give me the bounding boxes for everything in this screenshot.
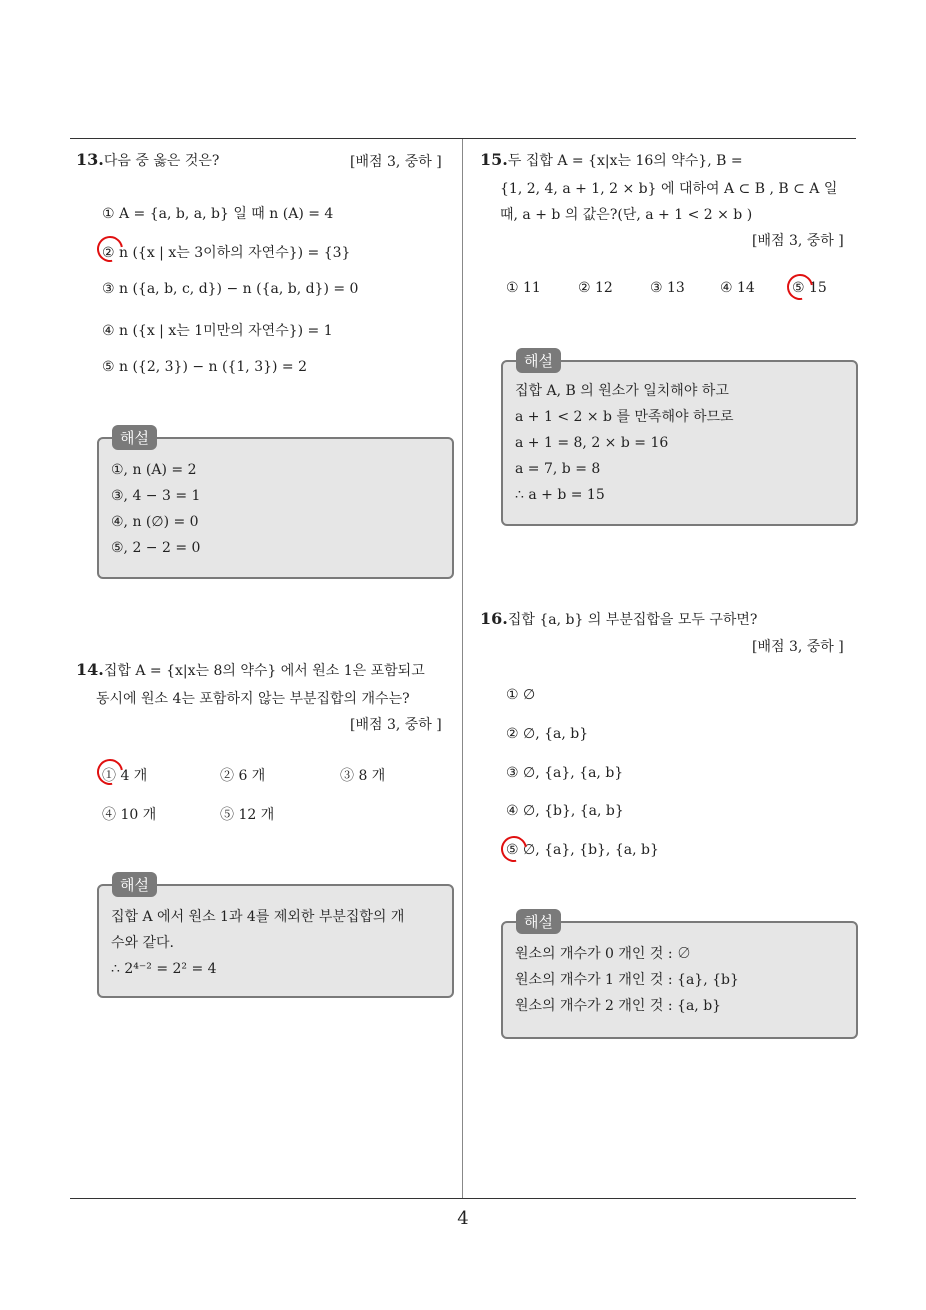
q14-solution-line: 집합 A 에서 원소 1과 4를 제외한 부분집합의 개 <box>111 909 405 925</box>
q14-title-line1 <box>76 660 425 680</box>
q16-meta: [배점 3, 중하 ] <box>752 639 844 655</box>
q15-text-line2: {1, 2, 4, a + 1, 2 × b} 에 대하여 A ⊂ B , B ⊂ A 일 <box>500 181 838 197</box>
q14-text-line2: 동시에 원소 4는 포함하지 않는 부분집합의 개수는? <box>96 691 410 707</box>
q13-solution-box <box>97 437 454 579</box>
q15-text-line1: 두 집합 A = {x|x는 16의 약수}, B = <box>507 153 743 169</box>
q13-solution-line: ⑤, 2 − 2 = 0 <box>111 540 201 556</box>
q15-solution-box <box>501 360 858 526</box>
q14-option-4[interactable]: ④ 10 개 <box>102 807 157 823</box>
q16-option-4[interactable]: ④ ∅, {b}, {a, b} <box>506 803 624 819</box>
q15-option-1[interactable]: ① 11 <box>506 280 541 296</box>
q14-solution-line: 수와 같다. <box>111 935 174 951</box>
q16-option-3[interactable]: ③ ∅, {a}, {a, b} <box>506 765 624 781</box>
q16-option-2[interactable]: ② ∅, {a, b} <box>506 726 589 742</box>
q15-solution-line: 집합 A, B 의 원소가 일치해야 하고 <box>515 383 729 399</box>
q13-option-1[interactable]: ① A = {a, b, a, b} 일 때 n (A) = 4 <box>102 206 334 222</box>
q16-solution-line: 원소의 개수가 2 개인 것 : {a, b} <box>515 998 722 1014</box>
q16-text: 집합 {a, b} 의 부분집합을 모두 구하면? <box>507 612 758 628</box>
q13-option-5[interactable]: ⑤ n ({2, 3}) − n ({1, 3}) = 2 <box>102 359 308 375</box>
q13-solution-lines <box>111 457 200 561</box>
q13-solution-line: ③, 4 − 3 = 1 <box>111 488 201 504</box>
q15-option-5[interactable]: ⑤ 15 <box>792 280 827 296</box>
q16-solution-lines <box>515 941 739 1019</box>
q13-solution-line: ④, n (∅) = 0 <box>111 514 199 530</box>
q16-option-1[interactable]: ① ∅ <box>506 687 536 703</box>
q13-solution-label: 해설 <box>112 425 157 450</box>
q13-text: 다음 중 옳은 것은? <box>103 153 220 169</box>
q16-solution-label: 해설 <box>516 909 561 934</box>
q15-option-4[interactable]: ④ 14 <box>720 280 755 296</box>
q15-solution-line: a + 1 < 2 × b 를 만족해야 하므로 <box>515 409 734 425</box>
q15-number: 15. <box>480 150 508 169</box>
q14-option-2[interactable]: ② 6 개 <box>220 768 266 784</box>
q16-title <box>480 609 757 629</box>
page-number: 4 <box>457 1208 469 1229</box>
q16-solution-line: 원소의 개수가 1 개인 것 : {a}, {b} <box>515 972 739 988</box>
q16-solution-line: 원소의 개수가 0 개인 것 : ∅ <box>515 946 692 962</box>
q14-option-1[interactable]: ① 4 개 <box>102 768 148 784</box>
q15-text-line3: 때, a + b 의 값은?(단, a + 1 < 2 × b ) <box>500 207 753 223</box>
top-rule <box>70 138 856 139</box>
q14-solution-box <box>97 884 454 998</box>
q15-solution-line: a + 1 = 8, 2 × b = 16 <box>515 435 669 451</box>
q13-option-2[interactable]: ② n ({x | x는 3이하의 자연수}) = {3} <box>102 245 351 261</box>
q13-number: 13. <box>76 150 104 169</box>
q15-solution-line: a = 7, b = 8 <box>515 461 601 477</box>
bottom-rule <box>70 1198 856 1199</box>
q13-option-4[interactable]: ④ n ({x | x는 1미만의 자연수}) = 1 <box>102 323 333 339</box>
q15-solution-label: 해설 <box>516 348 561 373</box>
q15-option-2[interactable]: ② 12 <box>578 280 613 296</box>
q15-solution-line: ∴ a + b = 15 <box>515 487 605 503</box>
q15-answer-mark <box>782 269 818 305</box>
q14-solution-label: 해설 <box>112 872 157 897</box>
q16-answer-mark <box>496 831 532 867</box>
q13-option-3[interactable]: ③ n ({a, b, c, d}) − n ({a, b, d}) = 0 <box>102 281 359 297</box>
q15-meta: [배점 3, 중하 ] <box>752 233 844 249</box>
q15-option-3[interactable]: ③ 13 <box>650 280 685 296</box>
q15-title-line1 <box>480 150 743 170</box>
q16-number: 16. <box>480 609 508 628</box>
q14-solution-lines <box>111 904 404 982</box>
q13-solution-line: ①, n (A) = 2 <box>111 462 197 478</box>
q16-solution-box <box>501 921 858 1039</box>
q14-meta: [배점 3, 중하 ] <box>350 717 442 733</box>
q14-number: 14. <box>76 660 104 679</box>
q14-text-line1: 집합 A = {x|x는 8의 약수} 에서 원소 1은 포함되고 <box>103 663 425 679</box>
q13-meta: [배점 3, 중하 ] <box>350 154 442 170</box>
q13-title <box>76 150 219 170</box>
column-divider <box>462 139 463 1198</box>
q14-option-3[interactable]: ③ 8 개 <box>340 768 386 784</box>
q14-solution-line: ∴ 2⁴⁻² = 2² = 4 <box>111 961 217 977</box>
q16-option-5[interactable]: ⑤ ∅, {a}, {b}, {a, b} <box>506 842 659 858</box>
q14-option-5[interactable]: ⑤ 12 개 <box>220 807 275 823</box>
q15-solution-lines <box>515 378 734 508</box>
